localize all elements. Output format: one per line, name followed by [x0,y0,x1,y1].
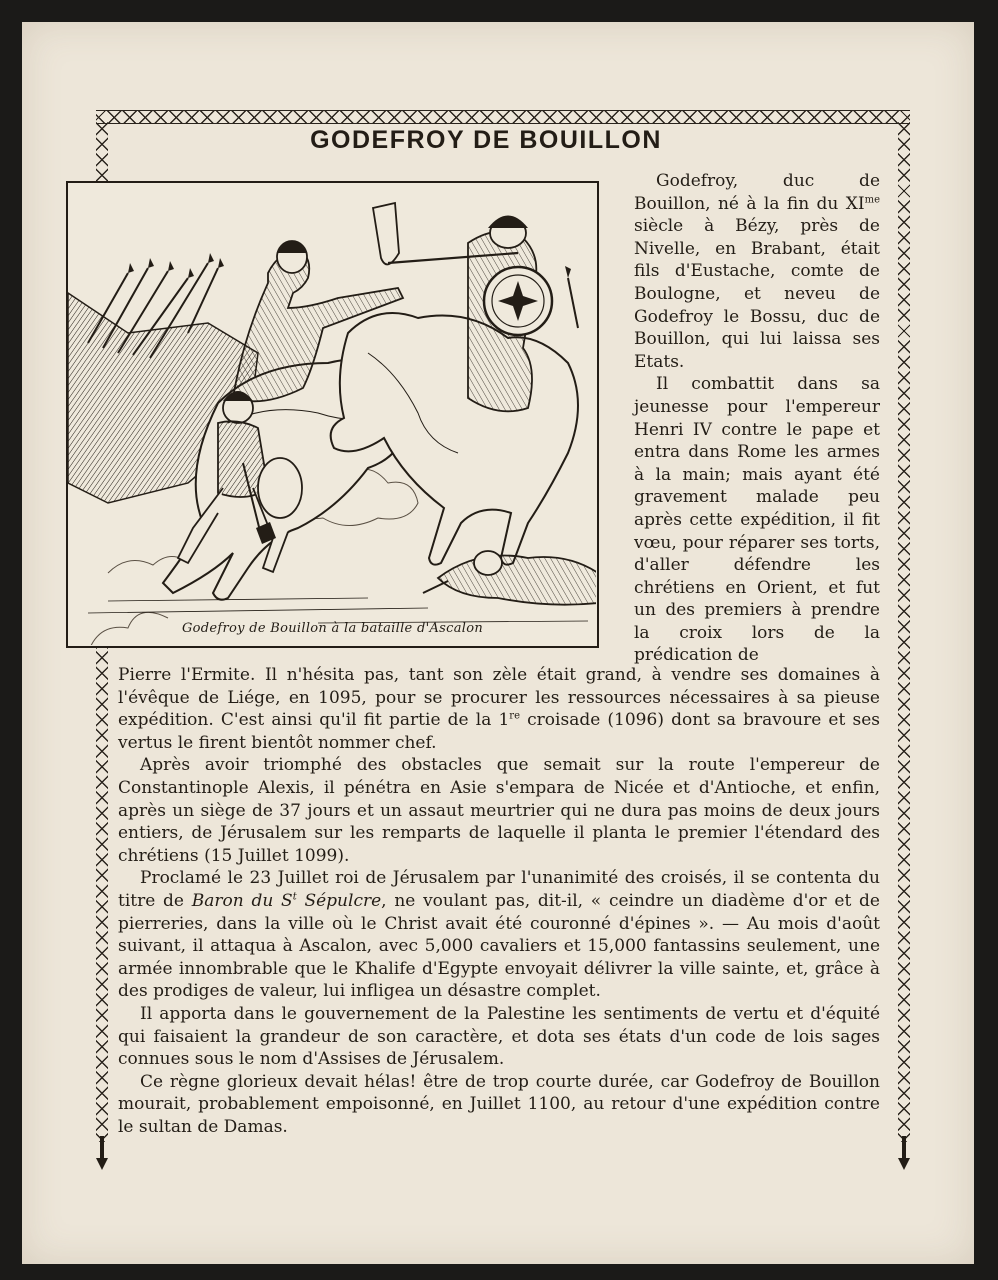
battle-illustration [66,181,599,648]
paragraph-2-continued: Pierre l'Ermite. Il n'hésita pas, tant son zèle était grand, à vendre ses domaines à l'évêque de Liége, en 1095, pour se procurer les ressources nécessaires à sa pieuse expédition. C'est ainsi qu'il fit partie de la 1re croisade (1096) dont sa bravoure et ses vertus le firent bientôt nommer chef. [118,665,880,753]
paragraph-3: Après avoir triomphé des obstacles que semait sur la route l'empereur de Constantinople Alexis, il pénétra en Asie s'empara de Nicée et d'Antioche, et enfin, après un siège de 37 jours et un assaut meurtrier qui ne dura pas moins de deux jours entiers, de Jérusalem sur les remparts de laquelle il planta le premier l'étendard des chrétiens (15 Juillet 1099). [118,755,880,866]
horse-right [331,313,578,565]
page-title: GODEFROY DE BOUILLON [310,126,662,154]
paragraph-4: Proclamé le 23 Juillet roi de Jérusalem par l'unanimité des croisés, il se contenta du titre de Baron du $S^t$ Sépulcre, ne voulant pas, dit-il, « ceindre un diadème d'or et de pierreries, dans la ville où le Christ avait été couronné d'épines ». — Au mois d'août suivant, il attaqua à Ascalon, avec 5,000 cavaliers et 15,000 fantassins seulement, une armée innombrable que le Khalife d'Egypte envoyait délivrer la ville sainte, et, grâce à des prodiges de valeur, lui infligea un désastre complet. [118,868,880,1002]
battle-engraving [68,183,596,645]
paragraph-2: Il combattit dans sa jeunesse pour l'empereur Henri IV contre le pape et entra dans Rome les armes à la main; mais ayant été gravement malade peu après cette expédition, il fit vœu, pour réparer ses torts, d'aller défendre les chrétiens en Orient, et fut un des premiers à prendre la croix lors de la prédication de [634,374,880,666]
right-column-text [634,170,880,667]
ground-hatching [88,598,588,623]
border-arrow-left-icon [95,1136,109,1170]
paragraph-5: Il apporta dans le gouvernement de la Palestine les sentiments de vertu et d'équité qui faisaient la grandeur de son caractère, et dota ses états d'un code de lois sages connues sous le nom d'Assises de Jérusalem. [118,1003,880,1070]
paragraph-6: Ce règne glorieux devait hélas! être de trop courte durée, car Godefroy de Bouillon mourait, probablement empoisonné, en Juillet 1100, au retour d'une expédition contre le sultan de Damas. [118,1071,880,1137]
fallen-soldier [423,551,596,605]
border-top [96,110,910,124]
border-arrow-right-icon [897,1136,911,1170]
full-width-text [118,664,880,1138]
paragraph-1: Godefroy, duc de Bouillon, né à la fin du $XI^{me}$ siècle à Bézy, près de Nivelle, en Brabant, était fils d'Eustache, comte de Boulogne, et neveu de Godefroy le Bossu, duc de Bouillon, qui lui laissa ses Etats. [634,171,880,372]
illustration-caption: Godefroy de Bouillon à la bataille d'Ascalon [181,621,484,636]
border-right [898,122,910,1142]
